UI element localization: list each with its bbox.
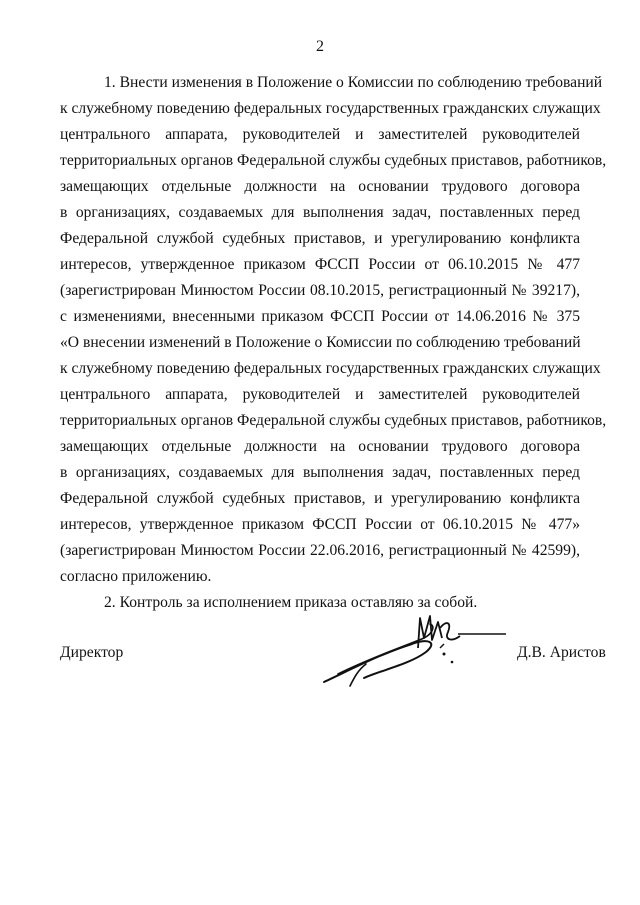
paragraph-line: 1. Внести изменения в Положение о Комиссии по соблюдению требований [104,74,603,91]
paragraph-line: Федеральной службой судебных приставов, и урегулированию конфликта [60,490,580,507]
paragraph-line: центрального аппарата, руководителей и заместителей руководителей [60,126,580,143]
paragraph-line: согласно приложению. [60,568,212,585]
paragraph-line: территориальных органов Федеральной службы судебных приставов, работников, [60,152,607,169]
signatory-title: Директор [60,644,124,661]
signatory-name: Д.В. Аристов [517,644,606,661]
paragraph-line: к служебному поведению федеральных государственных гражданских служащих [60,100,601,117]
paragraph-line: в организациях, создаваемых для выполнения задач, поставленных перед [60,464,580,481]
paragraph-line: замещающих отдельные должности на основании трудового договора [60,438,580,455]
paragraph-line: «О внесении изменений в Положение о Комиссии по соблюдению требований [60,334,581,351]
paragraph-line: замещающих отдельные должности на основании трудового договора [60,178,580,195]
item-2-paragraph: 2. Контроль за исполнением приказа оставляю за собой. [104,594,478,611]
paragraph-line: с изменениями, внесенными приказом ФССП России от 14.06.2016 № 375 [60,308,580,325]
paragraph-line: к служебному поведению федеральных государственных гражданских служащих [60,360,601,377]
page-number: 2 [316,38,324,55]
paragraph-line: в организациях, создаваемых для выполнения задач, поставленных перед [60,204,580,221]
paragraph-line: Федеральной службой судебных приставов, и урегулированию конфликта [60,230,580,247]
handwritten-signature-icon [320,608,510,690]
paragraph-line: территориальных органов Федеральной службы судебных приставов, работников, [60,412,607,429]
paragraph-line: (зарегистрирован Минюстом России 22.06.2016, регистрационный № 42599), [60,542,580,559]
paragraph-line: центрального аппарата, руководителей и заместителей руководителей [60,386,580,403]
paragraph-line: (зарегистрирован Минюстом России 08.10.2015, регистрационный № 39217), [60,282,580,299]
paragraph-line: интересов, утвержденное приказом ФССП России от 06.10.2015 № 477 [60,256,580,273]
paragraph-line: интересов, утвержденное приказом ФССП России от 06.10.2015 № 477» [60,516,580,533]
